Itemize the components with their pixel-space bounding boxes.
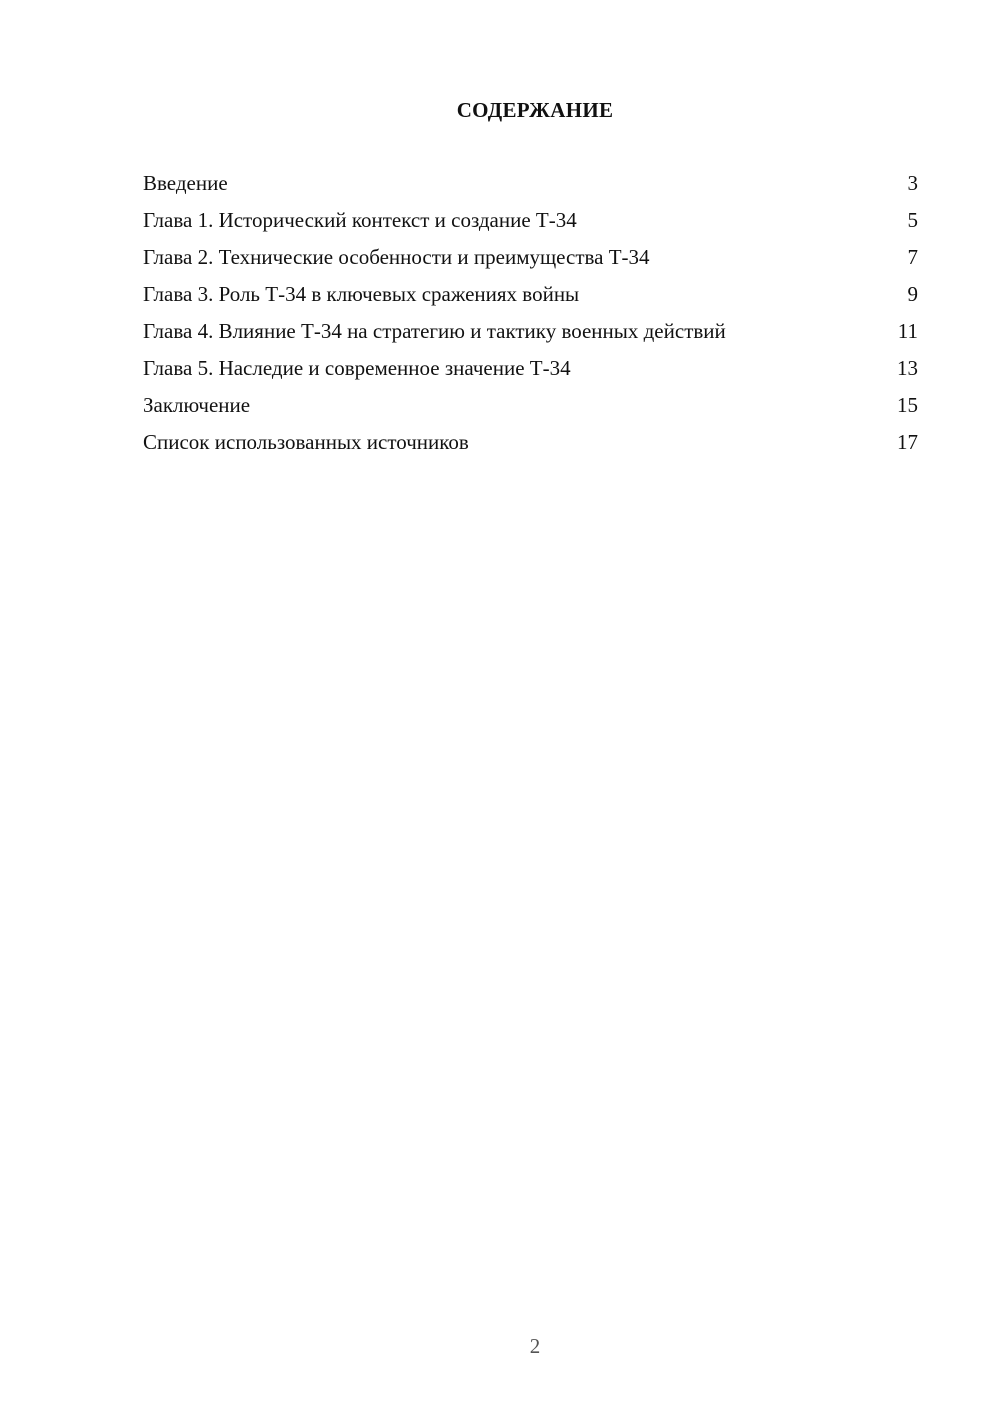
toc-entry-title: Глава 2. Технические особенности и преимущества Т-34: [143, 245, 650, 269]
toc-entry: [143, 355, 919, 382]
toc-entry: [143, 392, 919, 419]
table-of-contents: [143, 170, 919, 466]
toc-entry: [143, 244, 919, 271]
toc-entry-title: Глава 3. Роль Т-34 в ключевых сражениях войны: [143, 282, 580, 306]
toc-title: СОДЕРЖАНИЕ: [456, 98, 614, 122]
page-number: 2: [529, 1334, 541, 1358]
toc-entry-page: 17: [897, 430, 918, 454]
toc-entry-page: 3: [907, 171, 918, 195]
toc-entry-page: 9: [907, 282, 918, 306]
toc-entry-page: 13: [897, 356, 918, 380]
toc-entry-title: Список использованных источников: [143, 430, 469, 454]
toc-entry-title: Глава 5. Наследие и современное значение Т-34: [143, 356, 571, 380]
toc-entry: [143, 207, 919, 234]
toc-entry-page: 15: [897, 393, 918, 417]
toc-entry-title: Заключение: [143, 393, 251, 417]
toc-entry-page: 11: [897, 319, 918, 343]
toc-entry-title: Глава 4. Влияние Т-34 на стратегию и тактику военных действий: [143, 319, 726, 343]
toc-entry: [143, 318, 919, 345]
toc-entry: [143, 281, 919, 308]
toc-entry-page: 7: [907, 245, 918, 269]
toc-entry: [143, 170, 919, 197]
toc-entry: [143, 429, 919, 456]
toc-entry-title: Глава 1. Исторический контекст и создание Т-34: [143, 208, 577, 232]
toc-entry-title: Введение: [143, 171, 228, 195]
toc-entry-page: 5: [907, 208, 918, 232]
